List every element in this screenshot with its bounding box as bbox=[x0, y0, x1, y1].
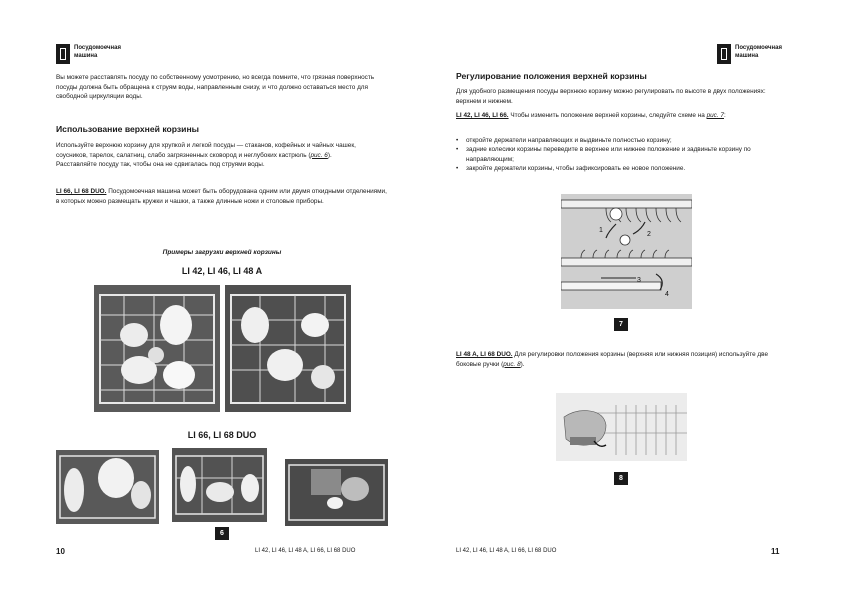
instruction-item: • откройте держатели направляющих и выдвиньте полностью корзину; bbox=[456, 136, 788, 145]
right-header bbox=[717, 44, 805, 64]
para-upper-basket bbox=[56, 141, 388, 170]
right-page-number: 11 bbox=[771, 547, 780, 556]
models-text-1-end: : bbox=[724, 112, 726, 119]
basket-photo-5 bbox=[285, 459, 388, 526]
figure-6-number: 6 bbox=[215, 527, 229, 540]
header-label: Посудомоечная машина bbox=[74, 45, 121, 59]
models-title-a: LI 42, LI 46, LI 48 A bbox=[181, 266, 263, 276]
left-footer-models: LI 42, LI 46, LI 48 A, LI 66, LI 68 DUO bbox=[255, 548, 356, 554]
figure-7-number: 7 bbox=[614, 318, 628, 331]
loading-caption: Примеры загрузки верхней корзины bbox=[162, 249, 282, 256]
figure-8-number: 8 bbox=[614, 472, 628, 485]
para-text-end: ). bbox=[327, 151, 332, 159]
fig-ref: рис. 6 bbox=[310, 151, 328, 159]
basket-photo-4 bbox=[172, 448, 267, 522]
intro-paragraph: Вы можете расставлять посуду по собственному усмотрению, но всегда помните, что грязная поверхность посуды должна быть обращена к струям воды, направленным снизу, и что должно оставаться место для свободной циркуляции воды. bbox=[56, 74, 375, 100]
header-logo-icon bbox=[717, 44, 731, 64]
header-logo-icon bbox=[56, 44, 70, 64]
fig7-label-2: 2 bbox=[647, 231, 651, 238]
models-ref-1: LI 42, LI 46, LI 66. bbox=[456, 112, 509, 119]
models-text-1: Чтобы изменить положение верхней корзины, следуйте схеме на bbox=[508, 112, 707, 119]
fig7-ref: рис. 7 bbox=[706, 112, 724, 119]
section-title: Регулирование положения верхней корзины bbox=[456, 71, 647, 81]
para-models bbox=[56, 187, 388, 206]
models-text: Посудомоечная машина может быть оборудована одним или двумя откидными отделениями, в которых можно размещать кружки и чашки, а также длинные ножи и столовые приборы. bbox=[56, 188, 387, 205]
figure-7-drawing bbox=[561, 194, 692, 309]
models-title-b: LI 66, LI 68 DUO bbox=[187, 430, 257, 440]
fig7-label-1: 1 bbox=[599, 227, 603, 234]
models-text-2-end: ). bbox=[520, 360, 525, 368]
models-ref: LI 66, LI 68 DUO. bbox=[56, 188, 107, 195]
fig7-label-3: 3 bbox=[637, 277, 641, 284]
basket-photo-1 bbox=[94, 285, 220, 412]
header-label: Посудомоечная машина bbox=[735, 45, 782, 59]
models-paragraph-1 bbox=[456, 111, 788, 121]
models-ref-2: LI 48 A, LI 68 DUO. bbox=[456, 351, 513, 358]
section-title: Использование верхней корзины bbox=[56, 124, 199, 134]
basket-photo-1-image bbox=[94, 285, 220, 412]
models-text-2: Для регулировки положения корзины (верхняя или нижняя позиция) используйте две боковые ручки ( bbox=[456, 351, 769, 368]
right-footer-models: LI 42, LI 46, LI 48 A, LI 66, LI 68 DUO bbox=[456, 548, 557, 554]
basket-photo-3 bbox=[56, 450, 159, 524]
models-paragraph-2 bbox=[456, 350, 788, 369]
basket-photo-4-image bbox=[172, 448, 267, 522]
basket-photo-5-image bbox=[285, 459, 388, 526]
right-page bbox=[421, 0, 842, 595]
basket-photo-2 bbox=[225, 285, 351, 412]
fig8-ref: рис. 8 bbox=[503, 360, 521, 368]
para-text: Используйте верхнюю корзину для хрупкой и легкой посуды — стаканов, кофейных и чайных чашек, соусников, тарелок, салатниц, слабо загрязненных сковород и неглубоких кастрюль ( bbox=[56, 142, 356, 159]
figure-7-diagram bbox=[561, 194, 692, 309]
left-header bbox=[56, 44, 144, 64]
para-arrange: Расставляйте посуду так, чтобы она не сдвигалась под струями воды. bbox=[56, 161, 265, 168]
basket-photo-2-image bbox=[225, 285, 351, 412]
figure-8-photo bbox=[556, 393, 687, 461]
left-page-number: 10 bbox=[56, 547, 65, 556]
fig7-label-4: 4 bbox=[665, 291, 669, 298]
instructions-list bbox=[456, 136, 788, 173]
intro-paragraph: Для удобного размещения посуды верхнюю корзину можно регулировать по высоте в двух положениях: верхнем и нижнем. bbox=[456, 88, 766, 105]
basket-photo-3-image bbox=[56, 450, 159, 524]
instruction-item: • задние колесики корзины переведите в верхнее или нижнее положение и задвиньте корзину по направляющим; bbox=[456, 145, 788, 164]
instruction-item: • закройте держатели корзины, чтобы зафиксировать ее новое положение. bbox=[456, 164, 788, 173]
figure-8-image bbox=[556, 393, 687, 461]
